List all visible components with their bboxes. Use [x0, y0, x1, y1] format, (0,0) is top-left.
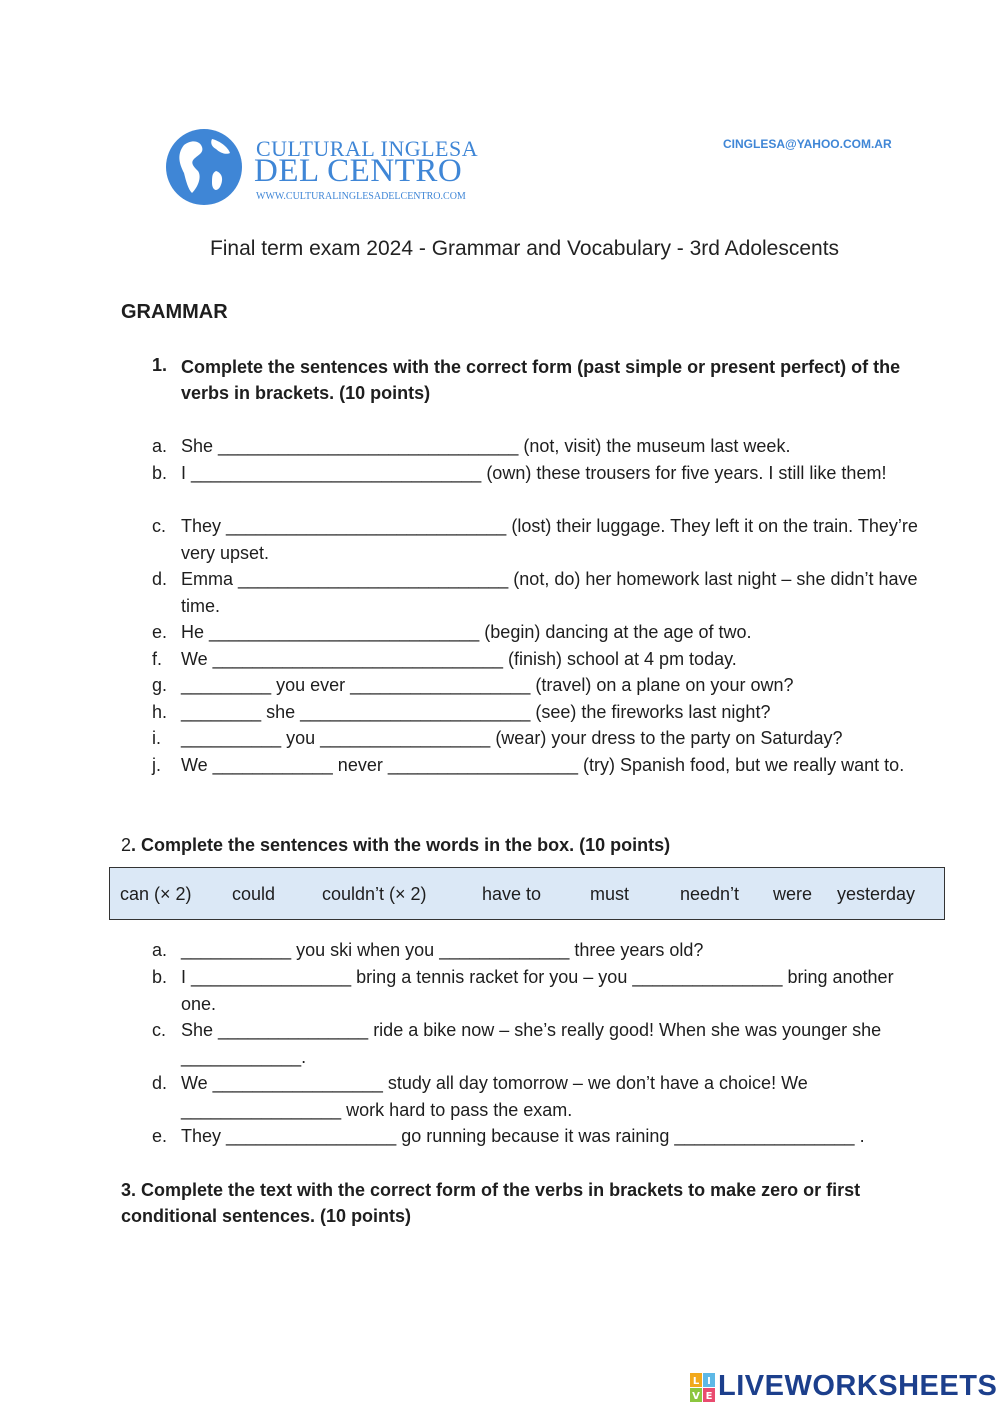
- item-text: She ______________________________ (not, visit) the museum last week.: [181, 436, 791, 456]
- item-text: ___________ you ski when you _____________ three years old?: [181, 940, 704, 960]
- item-label: d.: [152, 1073, 168, 1093]
- q1-item-d: [152, 566, 932, 619]
- badge-letter: V: [692, 1391, 700, 1402]
- q1-item-f: [152, 646, 932, 673]
- item-text: I _____________________________ (own) these trousers for five years. I still like them!: [181, 463, 887, 483]
- contact-email: CINGLESA@YAHOO.COM.AR: [723, 137, 892, 151]
- item-label: c.: [152, 1020, 167, 1040]
- word-box-item: couldn’t (× 2): [322, 884, 427, 904]
- word-box-item: have to: [482, 884, 542, 904]
- q1-item-j: [152, 752, 932, 779]
- item-label: c.: [152, 516, 167, 536]
- question-1-instruction: Complete the sentences with the correct form (past simple or present perfect) of the verbs in brackets. (10 points): [181, 357, 901, 403]
- item-label: d.: [152, 569, 168, 589]
- item-label: f.: [152, 649, 163, 669]
- item-label: j.: [152, 755, 161, 775]
- question-2-number: 2: [121, 835, 132, 855]
- q2-item-a: [152, 937, 932, 964]
- brand-line-2: DEL CENTRO: [254, 153, 463, 189]
- item-label: a.: [152, 940, 168, 960]
- q2-item-c: [152, 1017, 932, 1070]
- item-text: They _________________ go running because it was raining __________________ .: [181, 1126, 865, 1146]
- badge-letter: I: [707, 1376, 711, 1387]
- question-2-text: . Complete the sentences with the words in the box. (10 points): [131, 835, 671, 855]
- item-text: They ____________________________ (lost) their luggage. They left it on the train. They’re very upset.: [181, 516, 918, 563]
- item-label: g.: [152, 675, 168, 695]
- item-label: e.: [152, 1126, 168, 1146]
- q1-item-a: [152, 433, 932, 460]
- question-3-instruction: 3. Complete the text with the correct form of the verbs in brackets to make zero or first conditional sentences. (10 points): [121, 1180, 861, 1226]
- item-text: ________ she _______________________ (see) the fireworks last night?: [181, 702, 771, 722]
- q1-item-i: [152, 725, 932, 752]
- item-text: We ____________ never ___________________ (try) Spanish food, but we really want to.: [181, 755, 905, 775]
- item-label: a.: [152, 436, 168, 456]
- item-text: She _______________ ride a bike now – she’s really good! When she was younger she ____________.: [181, 1020, 882, 1067]
- word-box-item: can (× 2): [120, 884, 192, 904]
- liveworksheets-logo[interactable]: LIVEWORKSHEETS: [718, 1370, 998, 1402]
- item-text: Emma ___________________________ (not, do) her homework last night – she didn’t have time.: [181, 569, 918, 616]
- q2-item-b: [152, 964, 932, 1017]
- item-text: I ________________ bring a tennis racket for you – you _______________ bring another one.: [181, 967, 894, 1014]
- word-box-item: needn’t: [680, 884, 740, 904]
- item-text: _________ you ever __________________ (travel) on a plane on your own?: [181, 675, 794, 695]
- q1-item-g: [152, 672, 932, 699]
- word-box-item: yesterday: [837, 884, 916, 904]
- q2-item-e: [152, 1123, 932, 1150]
- liveworksheets-badge-icon: [690, 1371, 716, 1405]
- question-2-instruction: [121, 832, 670, 858]
- item-text: __________ you _________________ (wear) your dress to the party on Saturday?: [181, 728, 843, 748]
- q2-item-d: [152, 1070, 932, 1123]
- word-box-item: could: [232, 884, 276, 904]
- item-label: i.: [152, 728, 161, 748]
- item-text: He ___________________________ (begin) dancing at the age of two.: [181, 622, 752, 642]
- q1-item-c: [152, 513, 932, 566]
- brand-line-1: CULTURAL INGLESA: [256, 136, 479, 161]
- question-1-number: 1.: [152, 355, 168, 375]
- item-label: e.: [152, 622, 168, 642]
- word-box-item: must: [590, 884, 630, 904]
- q1-item-h: [152, 699, 932, 726]
- badge-letter: E: [705, 1391, 713, 1402]
- brand-website: WWW.CULTURALINGLESADELCENTRO.COM: [256, 191, 466, 202]
- globe-logo-icon: [164, 127, 244, 207]
- q1-item-e: [152, 619, 932, 646]
- item-label: b.: [152, 967, 168, 987]
- page-title: Final term exam 2024 - Grammar and Vocabulary - 3rd Adolescents: [209, 237, 840, 260]
- item-text: We _________________ study all day tomorrow – we don’t have a choice! We ________________ work hard to pass the exam.: [181, 1073, 808, 1120]
- word-box-item: were: [773, 884, 813, 904]
- item-label: h.: [152, 702, 168, 722]
- q1-item-b: [152, 460, 932, 487]
- badge-letter: L: [692, 1376, 700, 1387]
- item-label: b.: [152, 463, 168, 483]
- item-text: We _____________________________ (finish) school at 4 pm today.: [181, 649, 737, 669]
- section-heading: GRAMMAR: [121, 301, 228, 323]
